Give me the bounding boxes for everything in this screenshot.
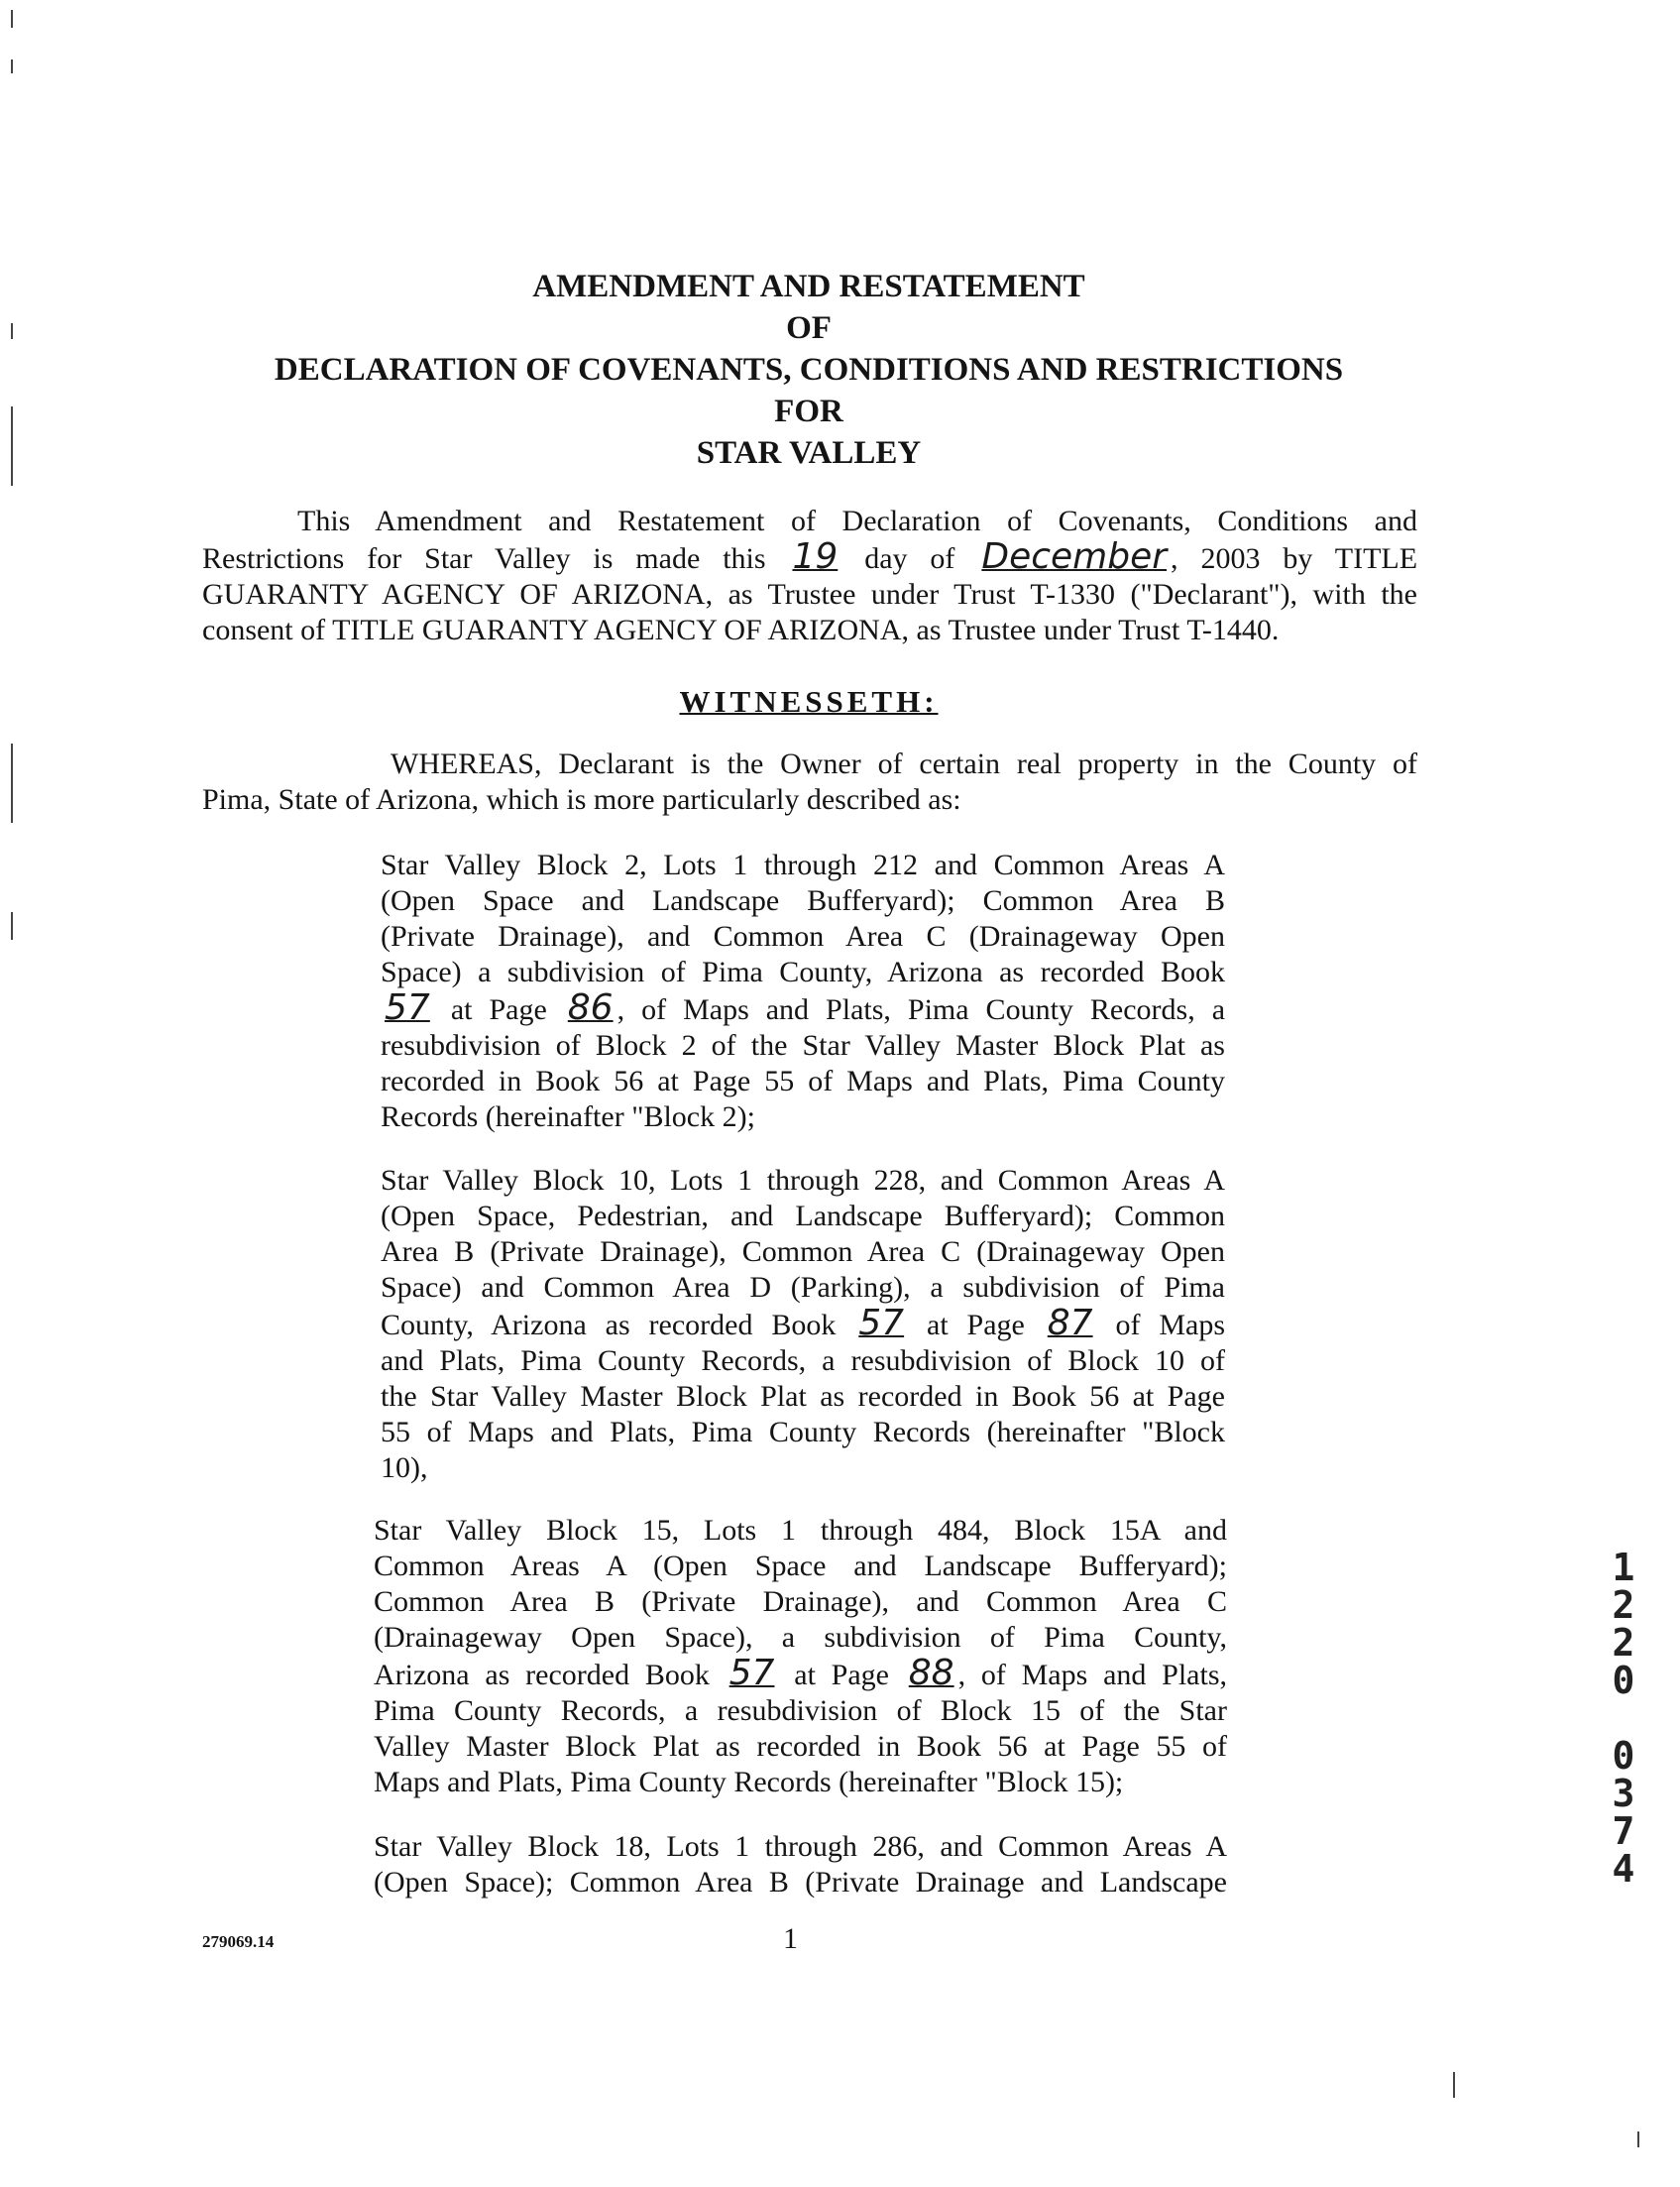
handwritten-month: December bbox=[981, 536, 1168, 577]
block-10-text: at Page bbox=[927, 1309, 1025, 1341]
block-15-line: Valley Master Block Plat as recorded in Book 56 at Page 55 of bbox=[374, 1730, 1227, 1763]
stamp-digit: 3 bbox=[1612, 1772, 1635, 1815]
handwritten-page: 86 bbox=[567, 987, 614, 1028]
witnesseth-heading: WITNESSETH: bbox=[679, 684, 939, 719]
block-2-line: Space) a subdivision of Pima County, Arizona as recorded Book bbox=[381, 956, 1225, 988]
handwritten-book: 57 bbox=[858, 1303, 905, 1343]
block-2-line: recorded in Book 56 at Page 55 of Maps and Plats, Pima County bbox=[381, 1065, 1225, 1097]
intro-line-4: consent of TITLE GUARANTY AGENCY OF ARIZONA, as Trustee under Trust T-1440. bbox=[202, 614, 1280, 646]
intro-line-1: This Amendment and Restatement of Declaration of Covenants, Conditions and bbox=[297, 505, 1417, 537]
title-line-4: FOR bbox=[774, 394, 843, 429]
block-15-text: , of Maps and Plats, bbox=[957, 1659, 1228, 1691]
block-15-line: (Drainageway Open Space), a subdivision of Pima County, bbox=[374, 1621, 1227, 1654]
intro-line-2-a: Restrictions for Star Valley is made this bbox=[202, 542, 766, 575]
block-10-text: of Maps bbox=[1115, 1309, 1226, 1341]
scan-mark bbox=[11, 744, 13, 823]
intro-line-2 bbox=[202, 536, 1418, 577]
block-15-line bbox=[374, 1653, 1228, 1693]
block-15-line: Common Area B (Private Drainage), and Common Area C bbox=[374, 1585, 1227, 1618]
intro-paragraph bbox=[202, 504, 1417, 648]
scan-mark bbox=[11, 406, 13, 486]
block-10-line: Area B (Private Drainage), Common Area C (Drainageway Open bbox=[381, 1235, 1225, 1268]
stamp-digit: 0 bbox=[1612, 1659, 1635, 1702]
stamp-digit: 2 bbox=[1612, 1621, 1635, 1665]
whereas-line-2: Pima, State of Arizona, which is more particularly described as: bbox=[202, 783, 961, 816]
intro-line-3: GUARANTY AGENCY OF ARIZONA, as Trustee under Trust T-1330 ("Declarant"), with the bbox=[202, 578, 1417, 611]
handwritten-page: 88 bbox=[908, 1653, 954, 1693]
title-line-5: STAR VALLEY bbox=[696, 435, 922, 471]
stamp-digit: 0 bbox=[1612, 1734, 1635, 1778]
handwritten-page: 87 bbox=[1047, 1303, 1093, 1343]
block-15-description bbox=[374, 1513, 1227, 1800]
block-10-line: and Plats, Pima County Records, a resubdivision of Block 10 of bbox=[381, 1344, 1225, 1377]
scan-mark bbox=[11, 323, 13, 339]
handwritten-book: 57 bbox=[728, 1653, 775, 1693]
scan-mark bbox=[1637, 2131, 1639, 2147]
block-10-line: 55 of Maps and Plats, Pima County Records (hereinafter "Block bbox=[381, 1416, 1225, 1448]
scan-mark bbox=[1453, 2072, 1455, 2098]
block-10-line: Star Valley Block 10, Lots 1 through 228, and Common Areas A bbox=[381, 1164, 1225, 1197]
scan-mark bbox=[11, 912, 13, 940]
block-15-text: at Page bbox=[794, 1659, 889, 1691]
block-10-line: (Open Space, Pedestrian, and Landscape Bufferyard); Common bbox=[381, 1200, 1225, 1232]
block-15-line: Pima County Records, a resubdivision of Block 15 of the Star bbox=[374, 1694, 1227, 1727]
block-15-line: Common Areas A (Open Space and Landscape Bufferyard); bbox=[374, 1550, 1227, 1582]
stamp-digit: 1 bbox=[1612, 1546, 1635, 1589]
document-title bbox=[0, 266, 1618, 474]
block-18-line: (Open Space); Common Area B (Private Drainage and Landscape bbox=[374, 1866, 1227, 1899]
block-2-description bbox=[381, 848, 1225, 1135]
block-2-text: , of Maps and Plats, Pima County Records, a bbox=[616, 993, 1226, 1026]
block-2-line: Records (hereinafter "Block 2); bbox=[381, 1100, 755, 1133]
block-18-description bbox=[374, 1829, 1227, 1900]
block-2-line: Star Valley Block 2, Lots 1 through 212 and Common Areas A bbox=[381, 849, 1225, 881]
intro-line-2-b: day of bbox=[864, 542, 955, 575]
block-15-text: Arizona as recorded Book bbox=[374, 1659, 710, 1691]
whereas-line-1: WHEREAS, Declarant is the Owner of certain real property in the County of bbox=[391, 748, 1417, 780]
scan-mark bbox=[11, 59, 13, 73]
stamp-digit: 4 bbox=[1612, 1847, 1635, 1891]
recording-number-stamp bbox=[1604, 1546, 1643, 1891]
block-2-line bbox=[381, 987, 1226, 1028]
block-2-line: resubdivision of Block 2 of the Star Valley Master Block Plat as bbox=[381, 1029, 1225, 1062]
scan-mark bbox=[11, 10, 13, 28]
handwritten-book: 57 bbox=[385, 987, 430, 1028]
title-line-1: AMENDMENT AND RESTATEMENT bbox=[532, 269, 1085, 304]
page-number: 1 bbox=[783, 1922, 798, 1955]
block-10-line bbox=[381, 1303, 1226, 1343]
block-15-line: Star Valley Block 15, Lots 1 through 484, Block 15A and bbox=[374, 1514, 1227, 1547]
block-10-text: County, Arizona as recorded Book bbox=[381, 1309, 837, 1341]
block-10-line: the Star Valley Master Block Plat as recorded in Book 56 at Page bbox=[381, 1380, 1225, 1413]
intro-line-2-c: , 2003 by TITLE bbox=[1171, 542, 1418, 575]
block-2-line: (Open Space and Landscape Bufferyard); Common Area B bbox=[381, 884, 1225, 917]
stamp-digit: 7 bbox=[1612, 1809, 1635, 1853]
block-2-text: at Page bbox=[450, 993, 547, 1026]
block-2-line: (Private Drainage), and Common Area C (Drainageway Open bbox=[381, 920, 1225, 953]
title-line-2: OF bbox=[786, 310, 832, 346]
whereas-paragraph bbox=[202, 747, 1417, 818]
document-number: 279069.14 bbox=[202, 1932, 275, 1951]
stamp-digit bbox=[1604, 1699, 1643, 1737]
stamp-digit: 2 bbox=[1612, 1583, 1635, 1627]
handwritten-day: 19 bbox=[792, 536, 839, 577]
block-10-description bbox=[381, 1163, 1225, 1486]
block-18-line: Star Valley Block 18, Lots 1 through 286, and Common Areas A bbox=[374, 1830, 1227, 1863]
block-10-line: Space) and Common Area D (Parking), a subdivision of Pima bbox=[381, 1271, 1225, 1304]
title-line-3: DECLARATION OF COVENANTS, CONDITIONS AND RESTRICTIONS bbox=[274, 352, 1344, 388]
block-15-line: Maps and Plats, Pima County Records (hereinafter "Block 15); bbox=[374, 1766, 1124, 1798]
block-10-line: 10), bbox=[381, 1451, 428, 1484]
